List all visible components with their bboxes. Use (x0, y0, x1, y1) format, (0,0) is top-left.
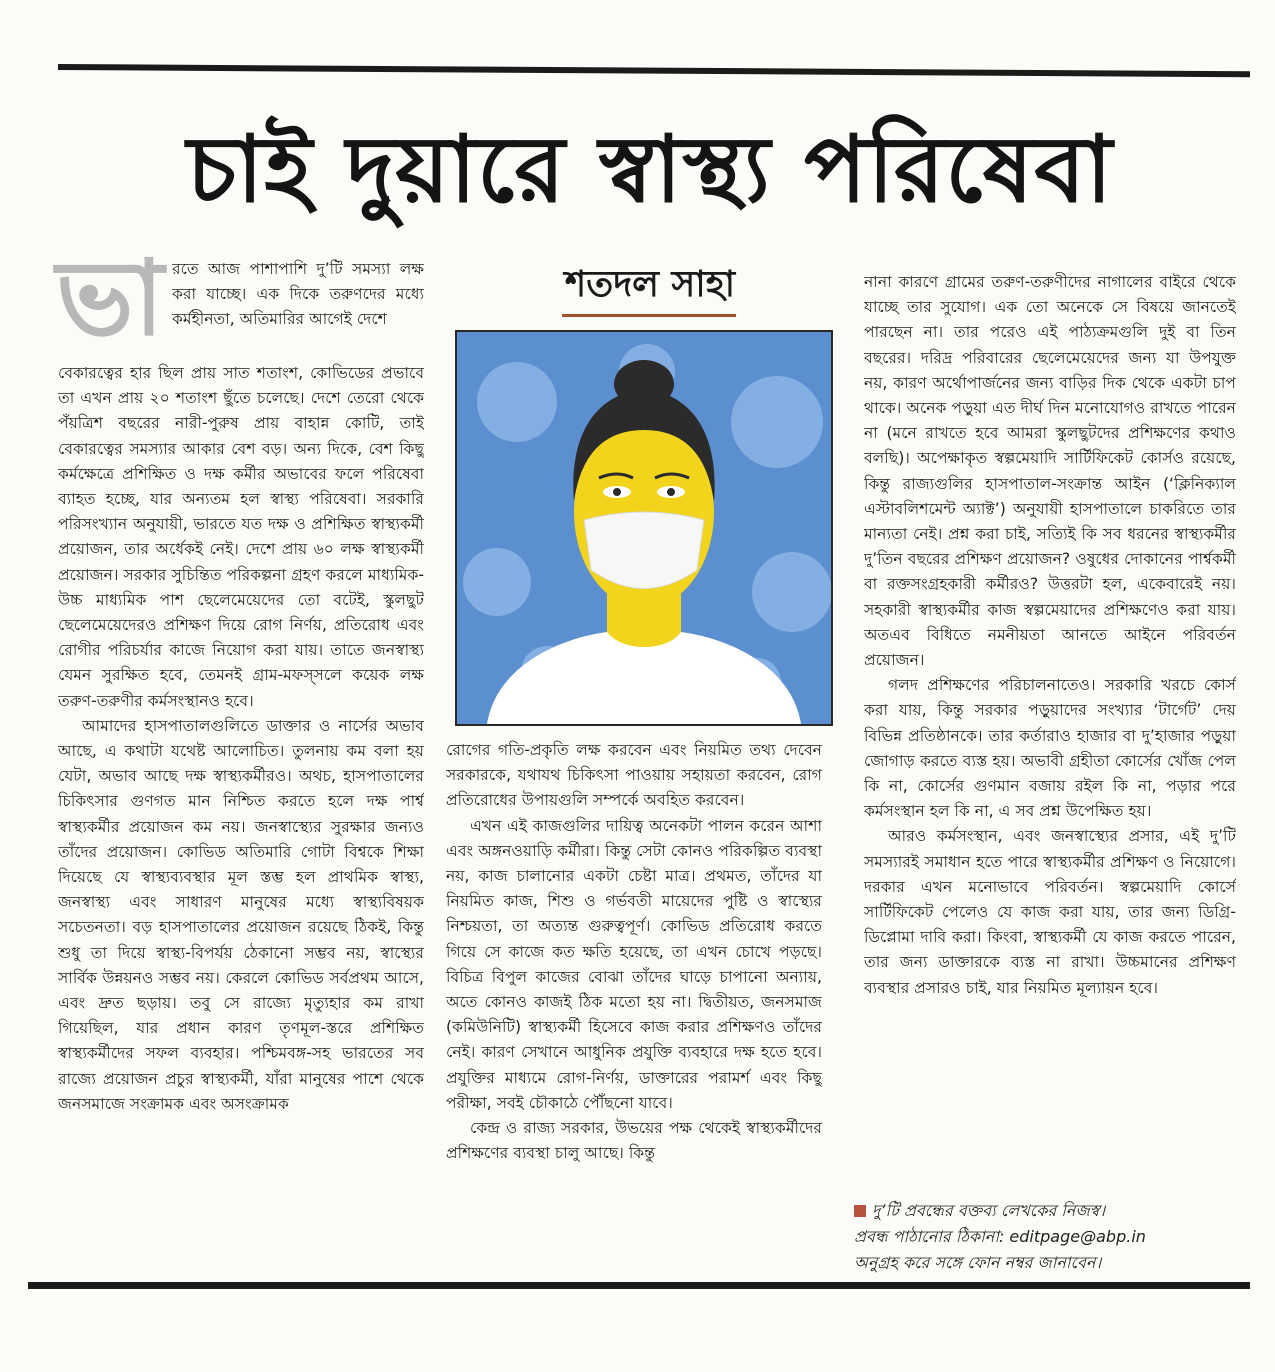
footnote-address: প্রবন্ধ পাঠানোর ঠিকানা: editpage@abp.in (854, 1227, 1146, 1246)
column-3 (864, 270, 1236, 1190)
lead-paragraph: রতে আজ পাশাপাশি দু’টি সমস্যা লক্ষ করা যাচ্ছে। এক দিকে তরুণদের মধ্যে কর্মহীনতা, অতিমারির আগেই দেশে (172, 260, 424, 329)
column-1-lead (172, 257, 424, 361)
footnote-phone-note: অনুগ্রহ করে সঙ্গে ফোন নম্বর জানাবেন। (854, 1253, 1102, 1272)
column-1 (58, 361, 424, 1271)
paragraph: আরও কর্মসংস্থান, এবং জনস্বাস্থ্যের প্রসার, এই দু’টি সমস্যারই সমাধান হতে পারে স্বাস্থ্যকর্মীর প্রশিক্ষণ ও নিয়োগে। দরকার এখন মনোভাবে পরিবর্তন। স্বল্পমেয়াদি কোর্সে সার্টিফিকেট পেলেও যে কাজ করা যায়, তার জন্য ডিগ্রি-ডিপ্লোমা দাবি করা। কিংবা, স্বাস্থ্যকর্মী যে কাজ করতে পারেন, তার জন্য ডাক্তারকে ব্যস্ত না রাখা। উচ্চমানের প্রশিক্ষণ ব্যবস্থার প্রসারও চাই, যার নিয়মিত মূল্যায়ন হবে। (864, 827, 1236, 997)
column-2 (446, 738, 822, 1278)
paragraph: আমাদের হাসপাতালগুলিতে ডাক্তার ও নার্সের অভাব আছে, এ কথাটা যথেষ্ট আলোচিত। তুলনায় কম বলা হয় যেটা, অভাব আছে দক্ষ স্বাস্থ্যকর্মীরও। অথচ, হাসপাতালের চিকিৎসার গুণগত মান নিশ্চিত করতে হলে দক্ষ পার্শ্ব স্বাস্থ্যকর্মীর প্রয়োজন কম নয়। জনস্বাস্থ্যের সুরক্ষার জন্যও তাঁদের প্রয়োজন। কোভিড অতিমারি গোটা বিশ্বকে শিক্ষা দিয়েছে যে স্বাস্থ্যব্যবস্থার মূল স্তম্ভ হল প্রাথমিক স্বাস্থ্য, জনস্বাস্থ্য এবং সাধারণ মানুষের মধ্যে স্বাস্থ্যবিষয়ক সচেতনতা। বড় হাসপাতালের প্রয়োজন রয়েছে ঠিকই, কিন্তু শুধু তা দিয়ে স্বাস্থ্য-বিপর্যয় ঠেকানো সম্ভব নয়, স্বাস্থ্যের সার্বিক উন্নয়নও সম্ভব নয়। কেরলে কোভিড সর্বপ্রথম আসে, এবং দ্রুত ছড়ায়। তবু সে রাজ্যে মৃত্যুহার কম রাখা গিয়েছিল, যার প্রধান কারণ তৃণমূল-স্তরে প্রশিক্ষিত স্বাস্থ্যকর্মীদের সফল ব্যবহার। পশ্চিমবঙ্গ-সহ ভারতের সব রাজ্যে প্রয়োজন প্রচুর স্বাস্থ্যকর্মী, যাঁরা মানুষের পাশে থেকে জনসমাজে সংক্রামক এবং অসংক্রামক (58, 716, 424, 1113)
paragraph: বেকারত্বের হার ছিল প্রায় সাত শতাংশ, কোভিডের প্রভাবে তা এখন প্রায় ২০ শতাংশ ছুঁতে চলেছে। দেশে তেরো থেকে পঁয়ত্রিশ বছরের নারী-পুরুষ প্রায় বাহান্ন কোটি, তাই বেকারত্বের সমস্যার আকার বেশ বড়। অন্য দিকে, বেশ কিছু কর্মক্ষেত্রে প্রশিক্ষিত ও দক্ষ কর্মীর অভাবের ফলে পরিষেবা ব্যাহত হচ্ছে, যার অন্যতম হল স্বাস্থ্য পরিষেবা। সরকারি পরিসংখ্যান অনুযায়ী, ভারতে যত দক্ষ ও প্রশিক্ষিত স্বাস্থ্যকর্মী প্রয়োজন, তার অর্ধেকই নেই। দেশে প্রায় ৬০ লক্ষ স্বাস্থ্যকর্মী প্রয়োজন। সরকার সুচিন্তিত পরিকল্পনা গ্রহণ করলে মাধ্যমিক-উচ্চ মাধ্যমিক পাশ ছেলেমেয়েদের তো বটেই, স্কুলছুট ছেলেমেয়েদেরও প্রশিক্ষণ দিয়ে রোগ নির্ণয়, প্রতিরোধ এবং রোগীর পরিচর্যার কাজে নিয়োগ করা যায়। তাতে জনস্বাস্থ্য যেমন সুরক্ষিত হবে, তেমনই গ্রাম-মফস্সলে কয়েক লক্ষ তরুণ-তরুণীর কর্মসংস্থানও হবে। (58, 364, 424, 710)
paragraph: গলদ প্রশিক্ষণের পরিচালনাতেও। সরকারি খরচে কোর্স করা যায়, কিন্তু সরকার পড়ুয়াদের সংখ্যার ‘টার্গেট’ দেয় বিভিন্ন প্রতিষ্ঠানকে। তার কর্তারাও হাজার বা দু’হাজার পড়ুয়া জোগাড় করতে ব্যস্ত হয়। অভাবী গ্রহীতা কোর্সের খোঁজ পেল কি না, কোর্সের গুণমান বজায় রইল কি না, পড়ার পরে কর্মসংস্থান হল কি না, এ সব প্রশ্ন উপেক্ষিত হয়। (864, 676, 1236, 821)
drop-cap: ভা (56, 237, 164, 359)
footnote-disclaimer: দু’টি প্রবন্ধের বক্তব্য লেখকের নিজস্ব। (872, 1201, 1106, 1220)
paragraph: এখন এই কাজগুলির দায়িত্ব অনেকটা পালন করেন আশা এবং অঙ্গনওয়াড়ি কর্মীরা। কিন্তু সেটা কোনও পরিকল্পিত ব্যবস্থা নয়, কাজ চালানোর একটা চেষ্টা মাত্র। প্রথমত, তাঁদের যা নিয়মিত কাজ, শিশু ও গর্ভবতী মায়েদের পুষ্টি ও স্বাস্থ্যের নিশ্চয়তা, তা অত্যন্ত গুরুত্বপূর্ণ। কোভিড প্রতিরোধ করতে গিয়ে সে কাজে কত ক্ষতি হয়েছে, তা এখন চোখে পড়ছে। বিচিত্র বিপুল কাজের বোঝা তাঁদের ঘাড়ে চাপানো অন্যায়, অতে কোনও কাজই ঠিক মতো হয় না। দ্বিতীয়ত, জনসমাজ (কমিউনিটি) স্বাস্থ্যকর্মী হিসেবে কাজ করার প্রশিক্ষণও তাঁদের নেই। কারণ সেখানে আধুনিক প্রযুক্তি ব্যবহারে দক্ষ হতে হবে। প্রযুক্তির মাধ্যমে রোগ-নির্ণয়, ডাক্তারের পরামর্শ এবং কিছু পরীক্ষা, সবই চৌকাঠে পৌঁছনো যাবে। (446, 816, 822, 1112)
paragraph: নানা কারণে গ্রামের তরুণ-তরুণীদের নাগালের বাইরে থেকে যাচ্ছে তার সুযোগ। এক তো অনেকে সে বিষয়ে জানতেই পারছেন না। তার পরেও এই পাঠ্যক্রমগুলি দুই বা তিন বছরের। দরিদ্র পরিবারের ছেলেমেয়েদের জন্য যা উপযুক্ত নয়, কারণ অর্থোপার্জনের জন্য বাড়ির দিক থেকে একটা চাপ থাকে। অনেক পড়ুয়া এত দীর্ঘ দিন মনোযোগও রাখতে পারেন না (মনে রাখতে হবে আমরা স্কুলছুটদের প্রশিক্ষণের কথাও বলছি)। অপেক্ষাকৃত স্বল্পমেয়াদি সার্টিফিকেট কোর্সও রয়েছে, কিন্তু রাজ্যগুলির হাসপাতাল-সংক্রান্ত আইন (‘ক্লিনিক্যাল এস্টাবলিশমেন্ট অ্যাক্ট’) অনুযায়ী হাসপাতালে চাকরিতে তার মান্যতা নেই। প্রশ্ন করা চাই, সত্যিই কি সব ধরনের স্বাস্থ্যকর্মীর দু’তিন বছরের প্রশিক্ষণ প্রয়োজন? ওষুধের দোকানের পার্শ্বকর্মী বা রক্তসংগ্রহকারী কর্মীরও? উত্তরটা হল, একেবারেই নয়। সহকারী স্বাস্থ্যকর্মীর কাজ স্বল্পমেয়াদের প্রশিক্ষণেও করা যায়। অতএব বিধিতে নমনীয়তা আনতে আইনে পরিবর্তন প্রয়োজন। (864, 273, 1236, 670)
footnote (854, 1198, 1246, 1276)
top-rule (58, 64, 1250, 77)
byline: শতদল সাহা (564, 264, 736, 305)
paragraph: কেন্দ্র ও রাজ্য সরকার, উভয়ের পক্ষ থেকেই স্বাস্থ্যকর্মীদের প্রশিক্ষণের ব্যবস্থা চালু আছে। কিন্তু (446, 1119, 822, 1163)
byline-rule (562, 314, 736, 317)
paragraph: রোগের গতি-প্রকৃতি লক্ষ করবেন এবং নিয়মিত তথ্য দেবেন সরকারকে, যথাযথ চিকিৎসা পাওয়ায় সহায়তা করবেন, রোগ প্রতিরোধের উপায়গুলি সম্পর্কে অবহিত করবেন। (446, 741, 822, 810)
bottom-rule (28, 1282, 1250, 1289)
headline: চাই দুয়ারে স্বাস্থ্য পরিষেবা (186, 116, 1114, 223)
woman-with-mask-illustration (457, 332, 831, 724)
illustration-masked-woman (455, 330, 833, 726)
bullet-square-icon (854, 1205, 866, 1217)
